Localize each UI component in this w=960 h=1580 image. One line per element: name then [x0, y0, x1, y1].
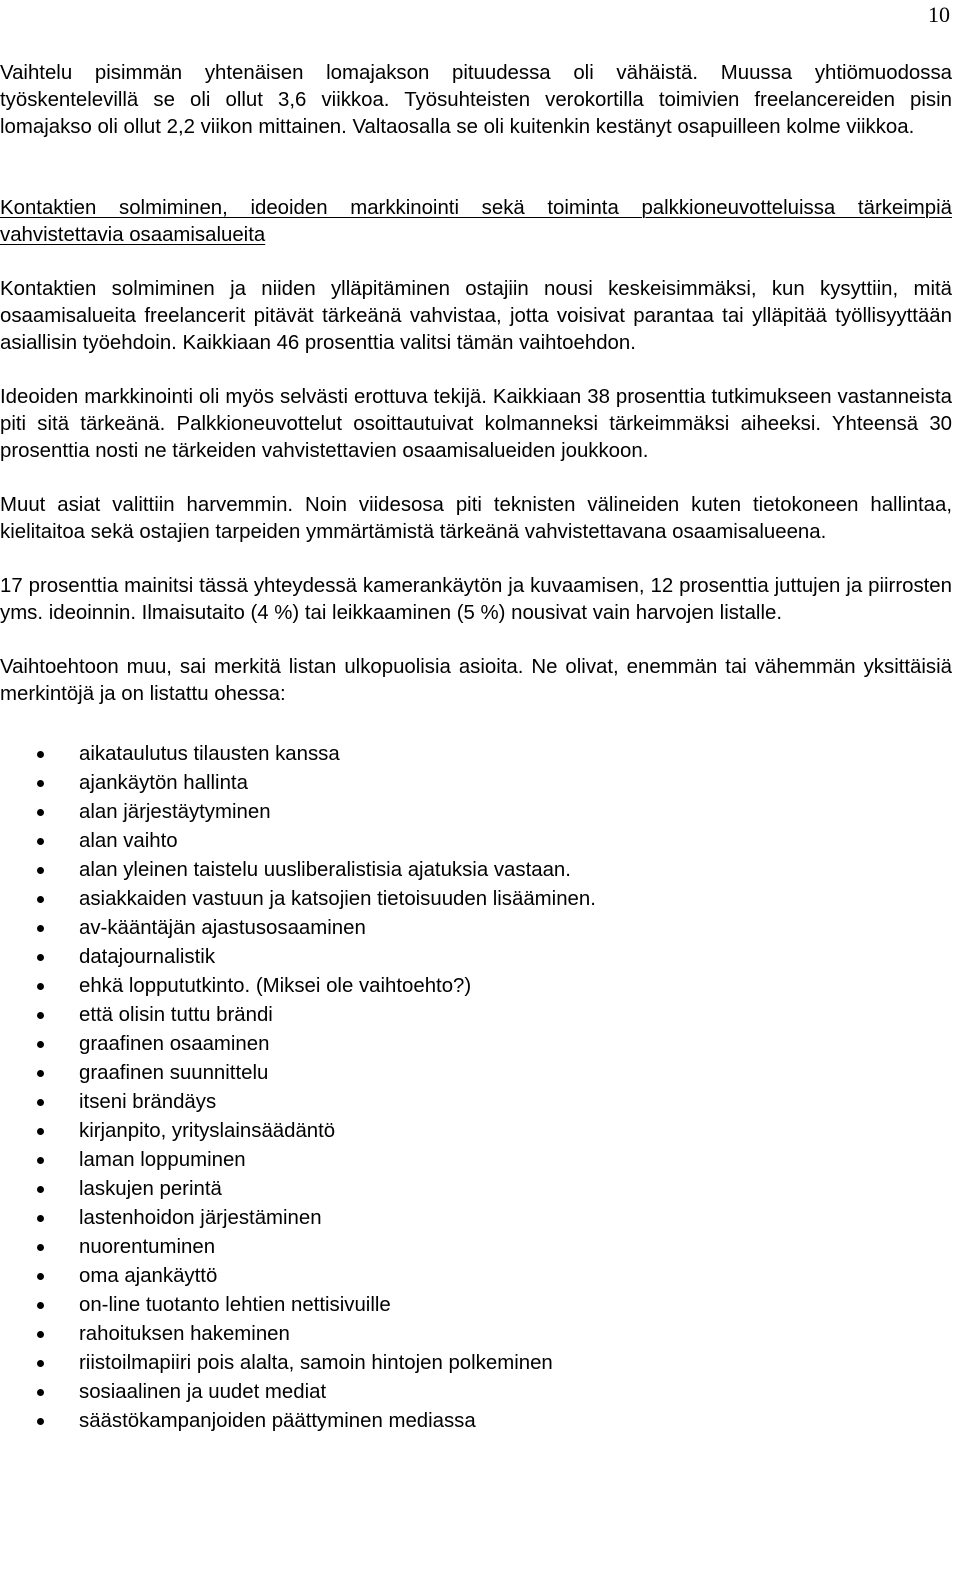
paragraph-idea-marketing: Ideoiden markkinointi oli myös selvästi erottuva tekijä. Kaikkiaan 38 prosenttia tutkimukseen vastanneista piti sitä tärkeänä. Palkkioneuvottelut osoittautuivat kolmanneksi tärkeimmäksi aiheeksi. Yhteensä 30 prosenttia nosti ne tärkeiden vahvistettavien osaamisalueiden joukkoon. — [0, 386, 952, 462]
list-item-text: on-line tuotanto lehtien nettisivuille — [79, 1294, 391, 1316]
list-item-text: alan järjestäytyminen — [79, 801, 271, 823]
list-item-text: nuorentuminen — [79, 1236, 216, 1258]
bullet-icon — [37, 1302, 44, 1309]
paragraph-intro: Vaihtelu pisimmän yhtenäisen lomajakson pituudessa oli vähäistä. Muussa yhtiömuodossa työskentelevillä se oli ollut 3,6 viikkoa. Työsuhteisten verokortilla toimivien freelancereiden pisin lomajakso oli ollut 2,2 viikon mittainen. Valtaosalla se oli kuitenkin kestänyt osapuilleen kolme viikkoa. — [0, 62, 952, 138]
bullet-icon — [37, 954, 44, 961]
bullet-icon — [37, 1389, 44, 1396]
list-item — [0, 1407, 952, 1436]
list-item-text: graafinen osaaminen — [79, 1033, 270, 1055]
list-item — [0, 1378, 952, 1407]
section-heading: Kontaktien solmiminen, ideoiden markkinointi sekä toiminta palkkioneuvotteluissa tärkeimpiä vahvistettavia osaamisalueita — [0, 197, 952, 246]
list-item — [0, 1291, 952, 1320]
bullet-icon — [37, 1215, 44, 1222]
bullet-icon — [37, 925, 44, 932]
list-item — [0, 1088, 952, 1117]
list-item — [0, 827, 952, 856]
bullet-icon — [37, 1360, 44, 1367]
bullet-icon — [37, 1244, 44, 1251]
list-item-text: asiakkaiden vastuun ja katsojien tietoisuuden lisääminen. — [79, 888, 596, 910]
list-item — [0, 1001, 952, 1030]
bullet-icon — [37, 1099, 44, 1106]
bullet-icon — [37, 896, 44, 903]
bullet-icon — [37, 1157, 44, 1164]
list-item — [0, 856, 952, 885]
list-item-text: laskujen perintä — [79, 1178, 222, 1200]
list-item — [0, 914, 952, 943]
list-item — [0, 1204, 952, 1233]
list-item-text: alan vaihto — [79, 830, 178, 852]
list-item-text: kirjanpito, yrityslainsäädäntö — [79, 1120, 336, 1142]
bullet-icon — [37, 809, 44, 816]
list-item — [0, 1059, 952, 1088]
document-body — [0, 60, 952, 1436]
paragraph-other-option: Vaihtoehtoon muu, sai merkitä listan ulkopuolisia asioita. Ne olivat, enemmän tai vähemmän yksittäisiä merkintöjä ja on listattu ohessa: — [0, 656, 952, 705]
bullet-icon — [37, 1070, 44, 1077]
bullet-icon — [37, 1041, 44, 1048]
list-item — [0, 769, 952, 798]
list-item-text: rahoituksen hakeminen — [79, 1323, 290, 1345]
list-item — [0, 1117, 952, 1146]
list-item-text: alan yleinen taistelu uusliberalistisia ajatuksia vastaan. — [79, 859, 571, 881]
paragraph-contacts: Kontaktien solmiminen ja niiden ylläpitäminen ostajiin nousi keskeisimmäksi, kun kysyttiin, mitä osaamisalueita freelancerit pitävät tärkeänä vahvistaa, jotta voisivat parantaa tai ylläpitää työllisyyttään asiallisin työehdoin. Kaikkiaan 46 prosenttia valitsi tämän vaihtoehdon. — [0, 278, 952, 354]
list-item-text: laman loppuminen — [79, 1149, 246, 1171]
bullet-icon — [37, 983, 44, 990]
list-item — [0, 798, 952, 827]
list-item-text: datajournalistik — [79, 946, 216, 968]
list-item — [0, 1030, 952, 1059]
list-item-text: graafinen suunnittelu — [79, 1062, 269, 1084]
bullet-icon — [37, 1128, 44, 1135]
bullet-icon — [37, 1012, 44, 1019]
list-item — [0, 1175, 952, 1204]
list-item — [0, 972, 952, 1001]
bullet-icon — [37, 1418, 44, 1425]
list-item — [0, 1262, 952, 1291]
list-item-text: aikataulutus tilausten kanssa — [79, 743, 340, 765]
list-item-text: säästökampanjoiden päättyminen mediassa — [79, 1410, 476, 1432]
list-item-text: ehkä loppututkinto. (Miksei ole vaihtoehto?) — [79, 975, 472, 997]
bullet-list — [0, 740, 952, 1436]
paragraph-percentages: 17 prosenttia mainitsi tässä yhteydessä kamerankäytön ja kuvaamisen, 12 prosenttia juttujen ja piirrosten yms. ideoinnin. Ilmaisutaito (4 %) tai leikkaaminen (5 %) nousivat vain harvojen listalle. — [0, 575, 952, 624]
list-item-text: av-kääntäjän ajastusosaaminen — [79, 917, 366, 939]
bullet-icon — [37, 780, 44, 787]
list-item-text: riistoilmapiiri pois alalta, samoin hintojen polkeminen — [79, 1352, 553, 1374]
bullet-icon — [37, 867, 44, 874]
list-item-text: sosiaalinen ja uudet mediat — [79, 1381, 327, 1403]
list-item — [0, 1233, 952, 1262]
bullet-icon — [37, 751, 44, 758]
list-item-text: lastenhoidon järjestäminen — [79, 1207, 322, 1229]
bullet-icon — [37, 1186, 44, 1193]
list-item — [0, 740, 952, 769]
paragraph-other-skills: Muut asiat valittiin harvemmin. Noin viidesosa piti teknisten välineiden kuten tietokoneen hallintaa, kielitaitoa sekä ostajien tarpeiden ymmärtämistä tärkeänä vahvistettavana osaamisalueena. — [0, 494, 952, 543]
list-item-text: oma ajankäyttö — [79, 1265, 218, 1287]
list-item — [0, 885, 952, 914]
list-item — [0, 1146, 952, 1175]
list-item-text: itseni brändäys — [79, 1091, 217, 1113]
list-item — [0, 1349, 952, 1378]
list-item — [0, 1320, 952, 1349]
list-item-text: että olisin tuttu brändi — [79, 1004, 273, 1026]
bullet-icon — [37, 838, 44, 845]
bullet-icon — [37, 1331, 44, 1338]
bullet-icon — [37, 1273, 44, 1280]
list-item-text: ajankäytön hallinta — [79, 772, 248, 794]
page-number: 10 — [928, 2, 950, 27]
list-item — [0, 943, 952, 972]
